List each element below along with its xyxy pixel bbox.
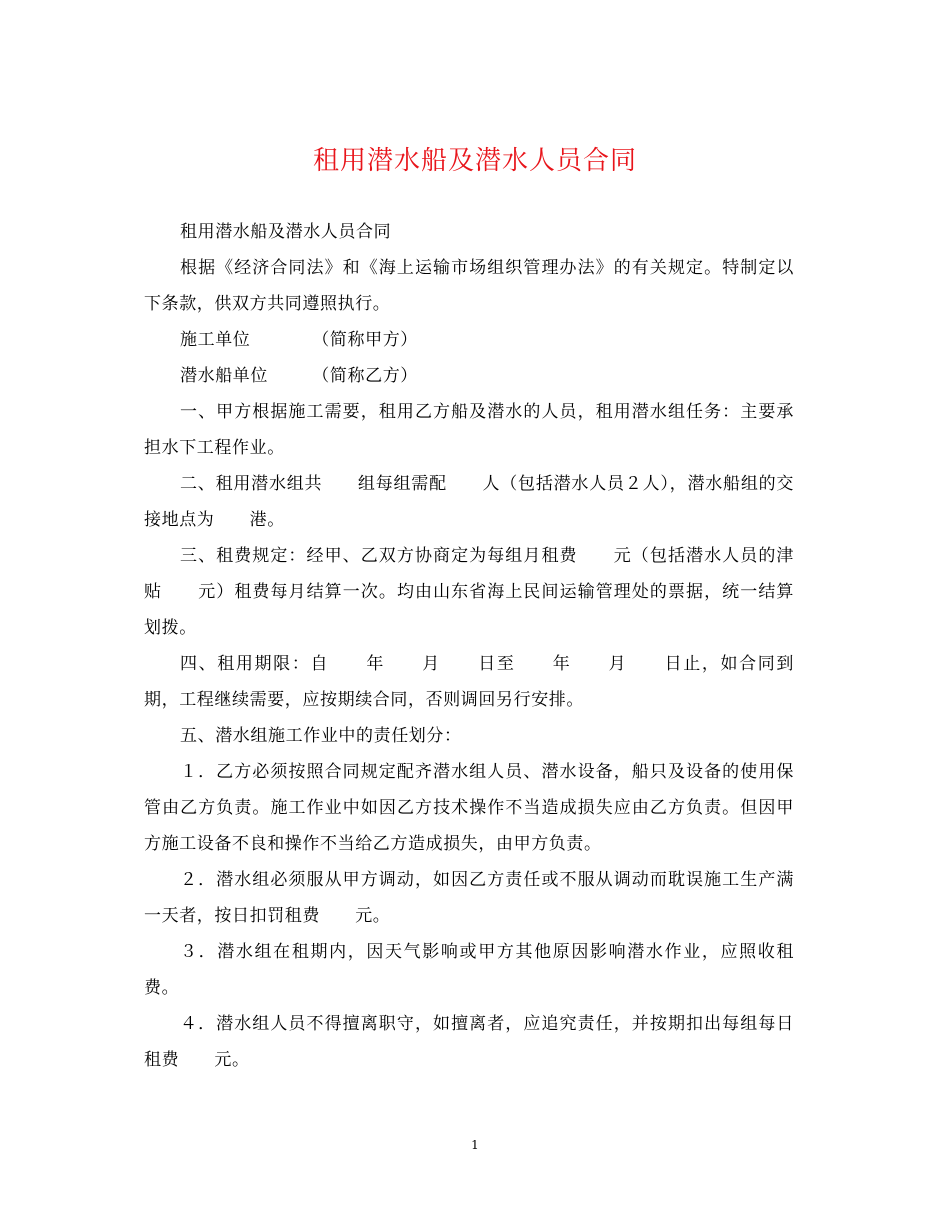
paragraph: 施工单位 （简称甲方） [180,330,418,350]
document-title: 租用潜水船及潜水人员合同 [312,146,637,176]
paragraph: 租用潜水船及潜水人员合同 [180,222,392,242]
document-body [144,214,794,1078]
paragraph: 三、租费规定：经甲、乙双方协商定为每组月租费 元（包括潜水人员的津贴 元）租费每月结算一次。均由山东省海上民间运输管理处的票据，统一结算划拨。 [144,546,794,638]
paragraph: 潜水船单位 （简称乙方） [180,366,418,386]
paragraph: ２．潜水组必须服从甲方调动，如因乙方责任或不服从调动而耽误施工生产满一天者，按日扣罚租费 元。 [144,870,794,926]
paragraph: 一、甲方根据施工需要，租用乙方船及潜水的人员，租用潜水组任务：主要承担水下工程作业。 [144,402,794,458]
paragraph: 根据《经济合同法》和《海上运输市场组织管理办法》的有关规定。特制定以下条款，供双方共同遵照执行。 [144,258,794,314]
paragraph: 五、潜水组施工作业中的责任划分： [180,726,462,746]
paragraph: 四、租用期限：自 年 月 日至 年 月 日止，如合同到期，工程继续需要，应按期续合同，否则调回另行安排。 [144,654,794,710]
paragraph: ３．潜水组在租期内，因天气影响或甲方其他原因影响潜水作业，应照收租费。 [144,942,794,998]
paragraph: １．乙方必须按照合同规定配齐潜水组人员、潜水设备，船只及设备的使用保管由乙方负责。施工作业中如因乙方技术操作不当造成损失应由乙方负责。但因甲方施工设备不良和操作不当给乙方造成损失，由甲方负责。 [144,762,794,854]
paragraph: ４．潜水组人员不得擅离职守，如擅离者，应追究责任，并按期扣出每组每日租费 元。 [144,1014,794,1070]
paragraph: 二、租用潜水组共 组每组需配 人（包括潜水人员２人），潜水船组的交接地点为 港。 [144,474,794,530]
page-number: 1 [471,1138,479,1152]
